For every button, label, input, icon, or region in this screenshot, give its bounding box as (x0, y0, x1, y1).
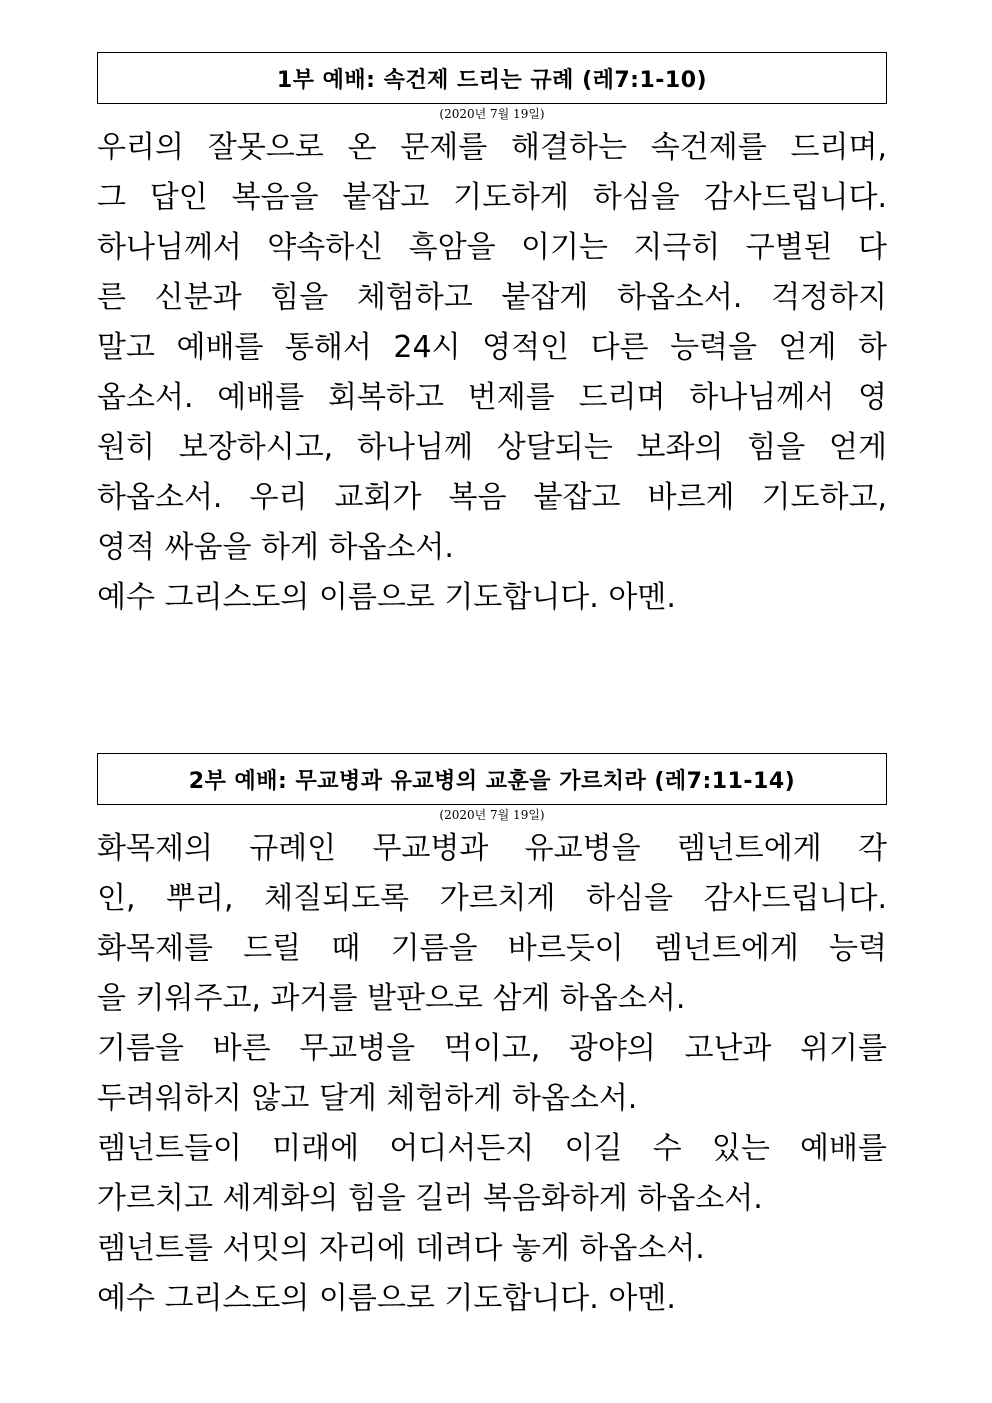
section-title: 2부 예배: 무교병과 유교병의 교훈을 가르치라 (레7:11-14) (188, 768, 796, 794)
prayer-line: 화목제의 규례인 무교병과 유교병을 렘넌트에게 각 (97, 831, 887, 866)
prayer-line: 하나님께서 약속하신 흑암을 이기는 지극히 구별된 다 (97, 230, 887, 265)
prayer-line: 화목제를 드릴 때 기름을 바르듯이 렘넌트에게 능력 (97, 931, 887, 966)
prayer-line: 인, 뿌리, 체질되도록 가르치게 하심을 감사드립니다. (97, 881, 887, 916)
section-title-box (97, 52, 887, 104)
prayer-line: 을 키워주고, 과거를 발판으로 삼게 하옵소서. (97, 981, 686, 1016)
prayer-section-2 (97, 753, 887, 1324)
prayer-section-1 (97, 52, 887, 623)
prayer-text (97, 123, 887, 623)
prayer-line: 두려워하지 않고 달게 체험하게 하옵소서. (97, 1081, 638, 1116)
section-title: 1부 예배: 속건제 드리는 규례 (레7:1-10) (276, 67, 708, 93)
prayer-closing-line: 예수 그리스도의 이름으로 기도합니다. 아멘. (97, 1281, 676, 1316)
prayer-line: 렘넌트들이 미래에 어디서든지 이길 수 있는 예배를 (97, 1131, 887, 1166)
prayer-line: 옵소서. 예배를 회복하고 번제를 드리며 하나님께서 영 (97, 380, 887, 415)
prayer-line: 원히 보장하시고, 하나님께 상달되는 보좌의 힘을 얻게 (97, 430, 887, 465)
prayer-line: 하옵소서. 우리 교회가 복음 붙잡고 바르게 기도하고, (97, 480, 887, 515)
prayer-line: 영적 싸움을 하게 하옵소서. (97, 530, 454, 565)
prayer-line: 말고 예배를 통해서 24시 영적인 다른 능력을 얻게 하 (97, 330, 887, 365)
section-title-box (97, 753, 887, 805)
prayer-line: 른 신분과 힘을 체험하고 붙잡게 하옵소서. 걱정하지 (97, 280, 887, 315)
prayer-line: 렘넌트를 서밋의 자리에 데려다 놓게 하옵소서. (97, 1231, 705, 1266)
prayer-line: 그 답인 복음을 붙잡고 기도하게 하심을 감사드립니다. (97, 180, 887, 215)
prayer-closing-line: 예수 그리스도의 이름으로 기도합니다. 아멘. (97, 580, 676, 615)
prayer-text (97, 824, 887, 1324)
prayer-line: 기름을 바른 무교병을 먹이고, 광야의 고난과 위기를 (97, 1031, 887, 1066)
section-date: (2020년 7월 19일) (439, 107, 545, 121)
prayer-line: 가르치고 세계화의 힘을 길러 복음화하게 하옵소서. (97, 1181, 763, 1216)
prayer-line: 우리의 잘못으로 온 문제를 해결하는 속건제를 드리며, (97, 130, 887, 165)
section-date: (2020년 7월 19일) (439, 808, 545, 822)
